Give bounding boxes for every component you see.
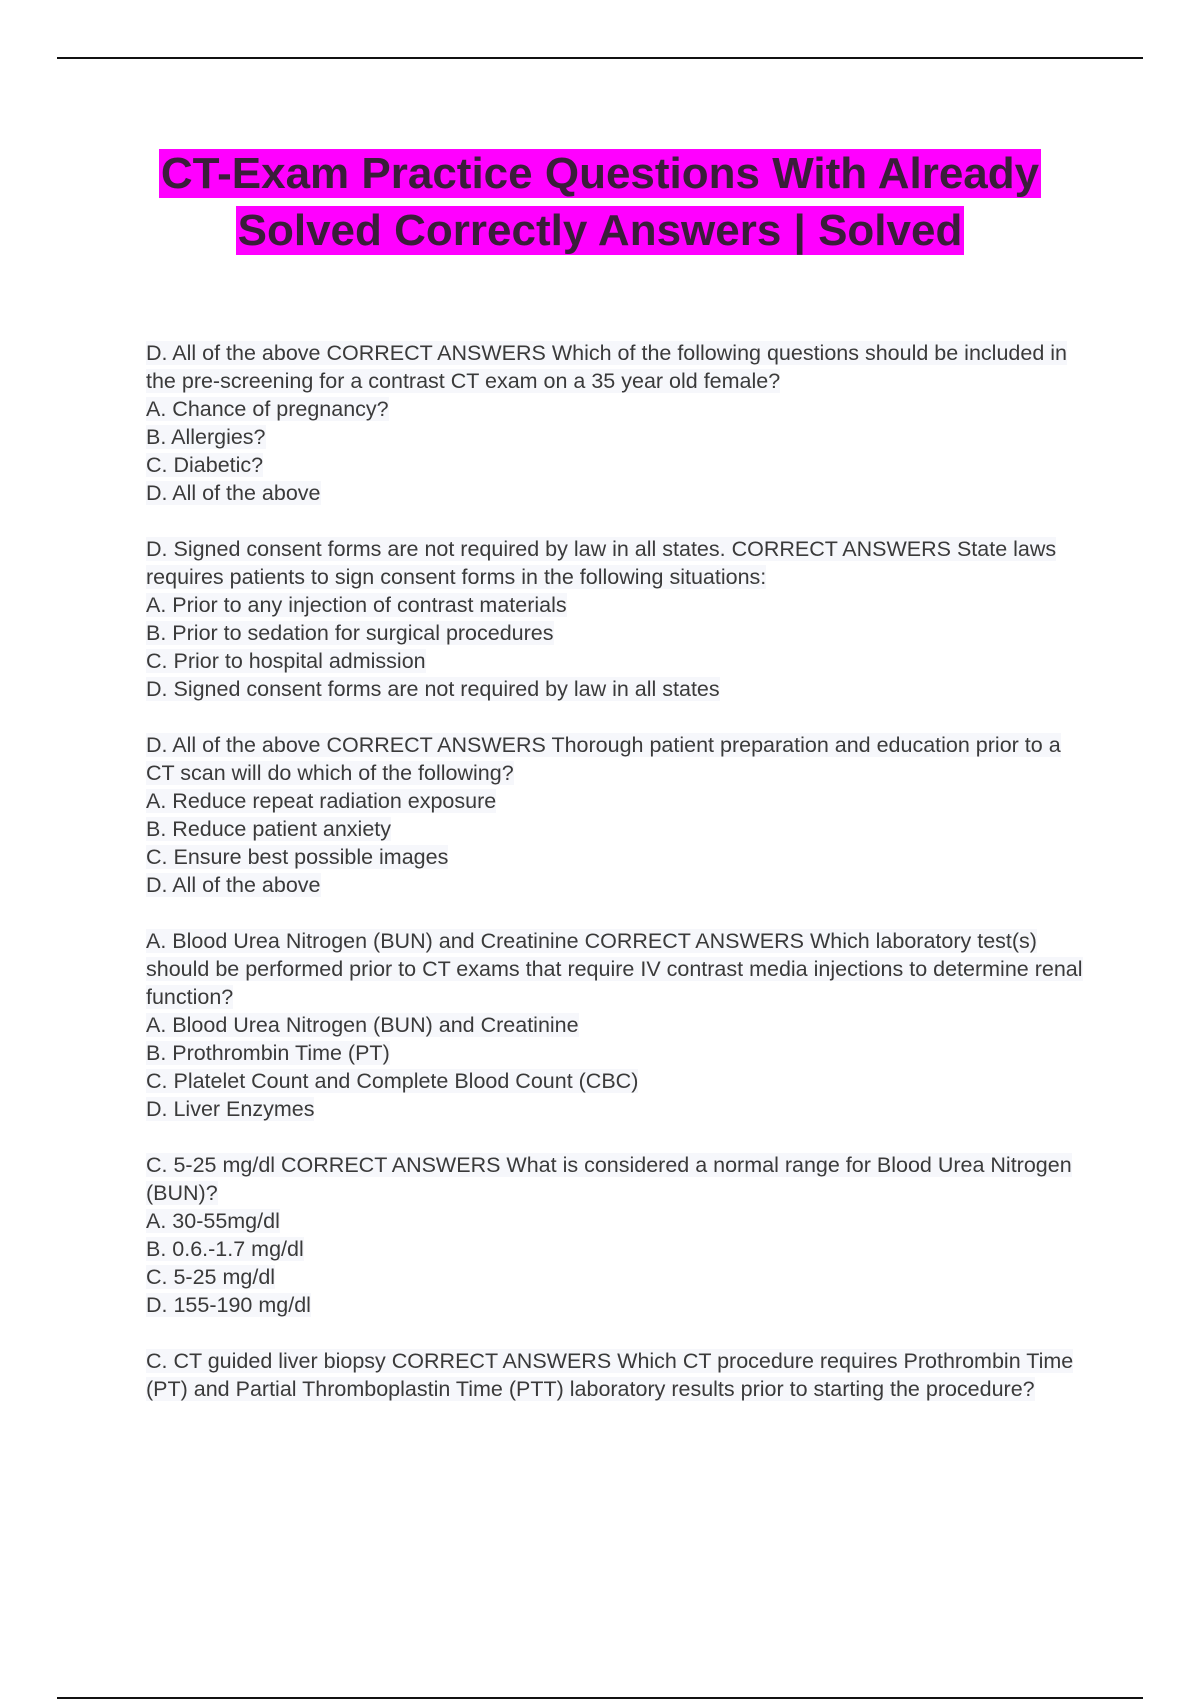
answer-option: A. Chance of pregnancy? xyxy=(146,397,389,421)
question-text: C. CT guided liver biopsy CORRECT ANSWERS Which CT procedure requires Prothrombin Time (PT) and Partial Thromboplastin Time (PTT) laboratory results prior to starting the procedure? xyxy=(146,1349,1074,1401)
answer-option: D. 155-190 mg/dl xyxy=(146,1293,311,1317)
answer-option: B. Prior to sedation for surgical procedures xyxy=(146,621,554,645)
answer-option: B. Allergies? xyxy=(146,425,266,449)
answer-option: A. Prior to any injection of contrast materials xyxy=(146,593,567,617)
question-text: D. All of the above CORRECT ANSWERS Which of the following questions should be included in the pre-screening for a contrast CT exam on a 35 year old female? xyxy=(146,341,1067,393)
qa-block xyxy=(146,731,1091,899)
qa-block xyxy=(146,339,1091,507)
title-container xyxy=(140,145,1060,259)
top-rule xyxy=(57,57,1143,59)
question-text: A. Blood Urea Nitrogen (BUN) and Creatinine CORRECT ANSWERS Which laboratory test(s) should be performed prior to CT exams that require IV contrast media injections to determine renal function? xyxy=(146,929,1083,1009)
document-body xyxy=(146,339,1091,1431)
answer-option: B. Prothrombin Time (PT) xyxy=(146,1041,390,1065)
answer-option: C. Ensure best possible images xyxy=(146,845,449,869)
answer-option: D. Signed consent forms are not required by law in all states xyxy=(146,677,720,701)
qa-block xyxy=(146,927,1091,1123)
qa-block xyxy=(146,535,1091,703)
question-text: C. 5-25 mg/dl CORRECT ANSWERS What is considered a normal range for Blood Urea Nitrogen (BUN)? xyxy=(146,1153,1072,1205)
question-text: D. Signed consent forms are not required by law in all states. CORRECT ANSWERS State laws requires patients to sign consent forms in the following situations: xyxy=(146,537,1057,589)
answer-option: B. 0.6.-1.7 mg/dl xyxy=(146,1237,304,1261)
answer-option: A. Reduce repeat radiation exposure xyxy=(146,789,497,813)
qa-block xyxy=(146,1151,1091,1319)
answer-option: C. Platelet Count and Complete Blood Count (CBC) xyxy=(146,1069,639,1093)
answer-option: C. 5-25 mg/dl xyxy=(146,1265,276,1289)
answer-option: A. 30-55mg/dl xyxy=(146,1209,280,1233)
answer-option: D. Liver Enzymes xyxy=(146,1097,315,1121)
bottom-rule xyxy=(57,1697,1143,1699)
answer-option: D. All of the above xyxy=(146,481,321,505)
answer-option: C. Diabetic? xyxy=(146,453,264,477)
document-title: CT-Exam Practice Questions With Already Solved Correctly Answers | Solved xyxy=(160,149,1040,255)
answer-option: B. Reduce patient anxiety xyxy=(146,817,392,841)
answer-option: C. Prior to hospital admission xyxy=(146,649,426,673)
answer-option: D. All of the above xyxy=(146,873,321,897)
answer-option: A. Blood Urea Nitrogen (BUN) and Creatinine xyxy=(146,1013,579,1037)
qa-block xyxy=(146,1347,1091,1403)
question-text: D. All of the above CORRECT ANSWERS Thorough patient preparation and education prior to a CT scan will do which of the following? xyxy=(146,733,1061,785)
